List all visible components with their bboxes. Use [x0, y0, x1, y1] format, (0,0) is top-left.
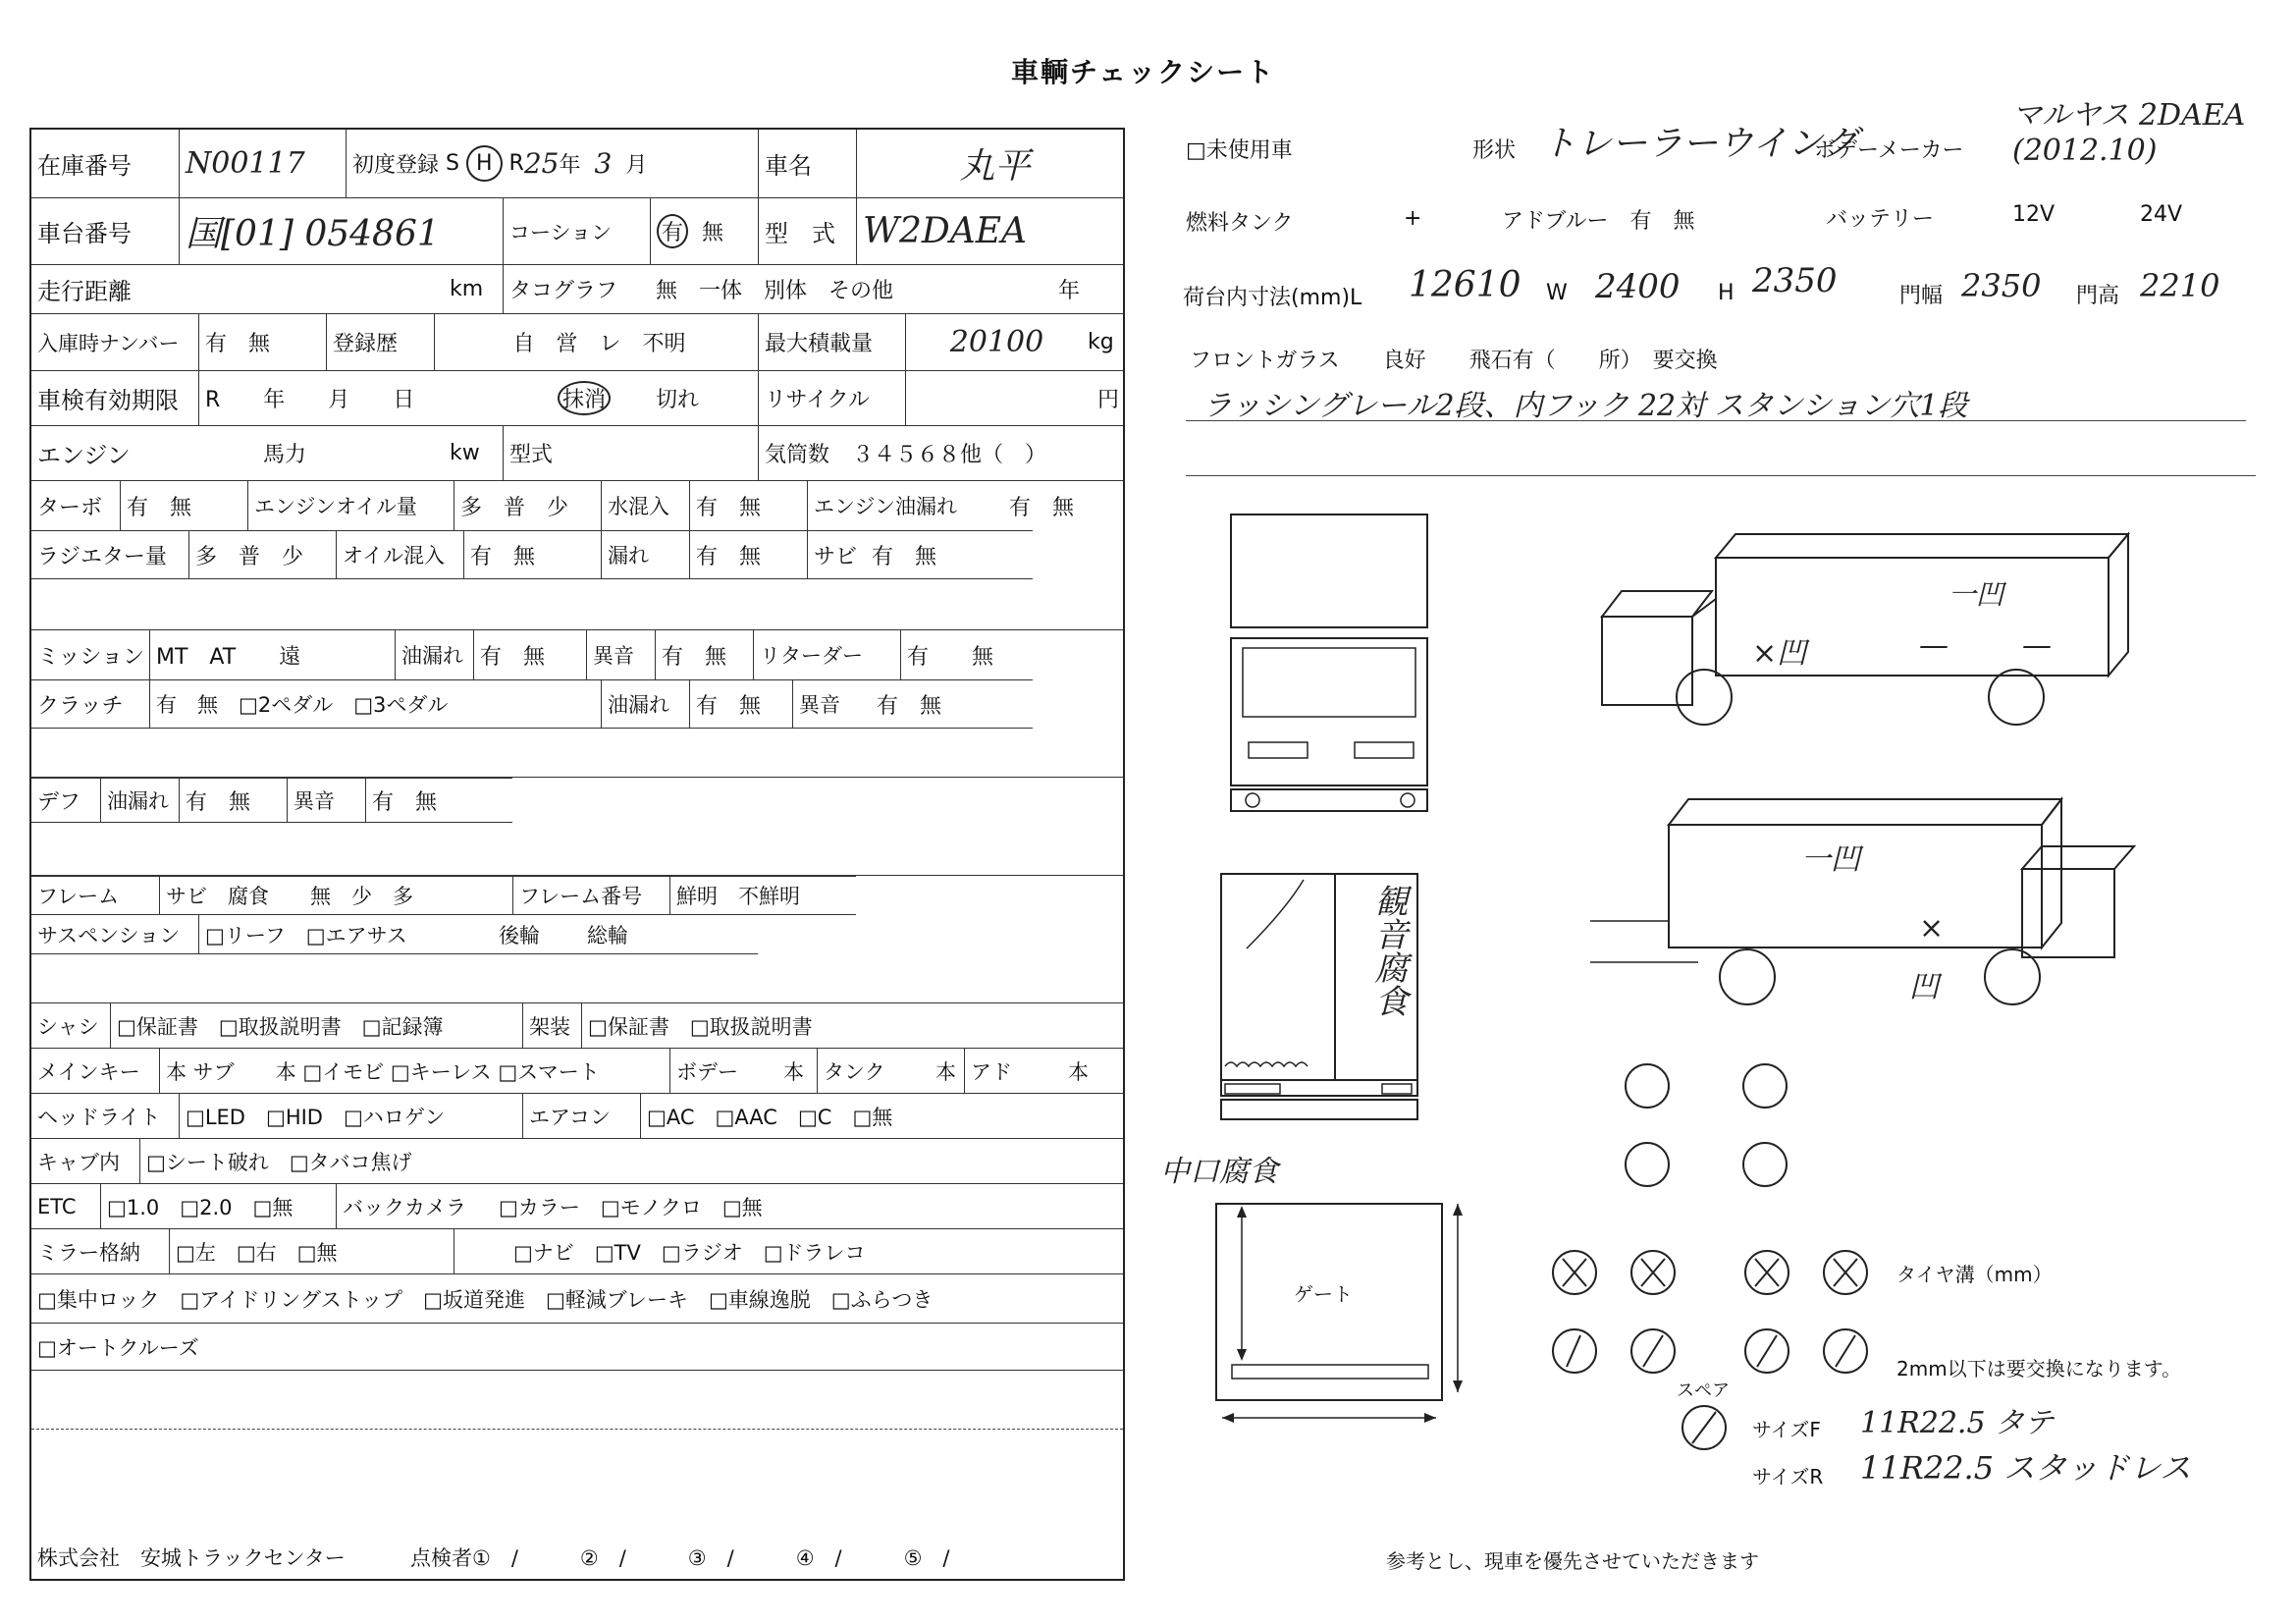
oil-amount-opts: 多 普 少: [454, 481, 601, 530]
cargo-W-value: 2400: [1595, 267, 1681, 306]
month-unit: 月: [625, 153, 648, 178]
key-label: メインキー: [37, 1059, 140, 1084]
tire-depth-label: タイヤ溝（mm）: [1896, 1263, 2053, 1286]
c-noise-opts: 有 無: [877, 693, 942, 719]
row-mirror: [31, 1229, 1123, 1274]
battery-12v: 12V: [2012, 202, 2056, 227]
tacho-opts: 無 一体 別体 その他: [656, 279, 894, 303]
ac-opts: □AC □AAC □C □無: [640, 1094, 1127, 1138]
docs-label: シャシ: [37, 1014, 99, 1039]
clutch-label: クラッチ: [37, 693, 124, 719]
cargo-L-value: 12610: [1409, 265, 1522, 305]
door-width-label: 門幅: [1899, 284, 1944, 308]
blank-row-4: [31, 954, 1123, 1003]
frame-label: フレーム: [37, 885, 120, 908]
row-mileage: [31, 265, 1123, 314]
damage-mark-5: 一凹: [1801, 842, 1860, 877]
tank-key-unit: 本: [935, 1059, 956, 1084]
row-etc: [31, 1184, 1123, 1229]
hp-label: 馬力: [263, 443, 307, 467]
windshield-line: フロントガラス 良好 飛石有（ 所） 要交換: [1190, 349, 1718, 373]
km-unit: km: [450, 277, 484, 301]
cargo-note: ラッシングレール2段、内フック 22対 スタンション穴1段: [1202, 389, 1968, 423]
susp-label: サスペンション: [37, 923, 181, 947]
tacho-year: 年: [1058, 279, 1081, 303]
etc-opts: □1.0 □2.0 □無: [100, 1184, 336, 1228]
coating-label: コーション: [503, 198, 650, 264]
max-load-label: 最大積載量: [758, 314, 905, 370]
row-clutch: [31, 679, 1033, 729]
note-underline-2: [1186, 475, 2256, 476]
docs-opts: □保証書 □取扱説明書 □記録簿: [110, 1003, 522, 1048]
row-footer: [31, 1534, 1123, 1581]
coating-no: 無: [702, 221, 724, 245]
tank-key-label: タンク: [817, 1049, 925, 1093]
chassis-value: 国[01] 054861: [179, 198, 503, 264]
blank-row-5: [31, 1371, 1123, 1430]
check-form: [29, 128, 1125, 1581]
mirror-opts: □左 □右 □無: [169, 1229, 454, 1273]
d-noise-opts: 有 無: [365, 779, 512, 822]
body-docs-opts: □保証書 □取扱説明書: [581, 1003, 1127, 1048]
options-list: □集中ロック □アイドリングストップ □坂道発進 □軽減ブレーキ □車線逸脱 □ふらつき: [37, 1287, 934, 1312]
body-maker-label: ボデーメーカー: [1814, 138, 1964, 163]
size-f-value: 11R22.5 タテ: [1860, 1406, 2055, 1440]
diff-label: デフ: [37, 789, 81, 815]
tire-circle: [1743, 1143, 1787, 1186]
cargo-label: 荷台内寸法(mm)L: [1183, 286, 1362, 310]
damage-mark-1: 一凹: [1949, 578, 2004, 611]
turbo-opts: 有 無: [120, 481, 247, 530]
mission-opts: MT AT 遠: [149, 630, 395, 679]
stock-no-value: N00117: [179, 130, 346, 197]
engine-type-label: 型式: [503, 426, 758, 480]
tire-circle: [1626, 1143, 1669, 1186]
model-label: 型 式: [758, 198, 856, 264]
m-noise-label: 異音: [586, 630, 655, 679]
radiator-label: ラジエター量: [37, 544, 168, 569]
tacho-label: タコグラフ: [503, 265, 640, 313]
frame-opts: サビ 腐食 無 少 多: [159, 877, 512, 914]
shape-value: トレーラーウイング: [1541, 124, 1858, 164]
light-opts: □LED □HID □ハロゲン: [179, 1094, 522, 1138]
row-susp: [31, 915, 758, 954]
leak-opts: 有 無: [689, 531, 807, 578]
coating-opts: [650, 198, 758, 264]
row-frame: [31, 876, 856, 915]
rear-damage-note: 観音腐食: [1368, 884, 1408, 1017]
size-f-label: サイズF: [1752, 1418, 1821, 1441]
coating-yes: 有: [657, 214, 688, 248]
engine-label: エンジン: [37, 442, 131, 469]
m-noise-opts: 有 無: [655, 630, 753, 679]
size-r-value: 11R22.5 スタッドレス: [1860, 1449, 2192, 1487]
row-diff: [31, 778, 512, 823]
size-r-label: サイズR: [1752, 1465, 1824, 1489]
ad-key-unit: 本: [1068, 1059, 1089, 1084]
camera-opts: □カラー □モノクロ □無: [499, 1195, 763, 1219]
car-name-label: 車名: [758, 130, 856, 197]
door-width-value: 2350: [1961, 267, 2042, 304]
rust-opts: 有 無: [872, 544, 937, 569]
battery-24v: 24V: [2140, 202, 2183, 227]
cargo-H-value: 2350: [1752, 261, 1838, 300]
rust-label: サビ: [807, 531, 866, 578]
damage-mark-6: ×: [1919, 911, 1945, 946]
radiator-opts: 多 普 少: [188, 531, 336, 578]
clutch-opts: 有 無 □2ペダル □3ペダル: [149, 680, 571, 728]
cab-label: キャブ内: [37, 1150, 120, 1174]
sheet-title: 車輌チェックシート: [1011, 56, 1276, 88]
row-engine: [31, 426, 1123, 481]
susp-all: 総輪: [587, 923, 628, 947]
damage-mark-2: ×凹: [1752, 636, 1807, 671]
reg-history-opts: 自 営 レ 不明: [434, 314, 758, 370]
first-reg-label: 初度登録: [352, 153, 440, 178]
footer-note: 参考とし、現車を優先させていただきます: [1386, 1549, 1759, 1573]
tire-circle: [1626, 1064, 1669, 1108]
row-cab: [31, 1139, 1123, 1184]
era-h-circled: H: [466, 145, 503, 182]
truck-side-view-left: [1598, 501, 2187, 727]
body-docs-label: 架装: [522, 1003, 581, 1048]
susp-opts: □リーフ □エアサス: [198, 915, 493, 953]
truck-side-view-right: [1590, 776, 2199, 1011]
inspector-line: 点検者① / ② / ③ / ④ / ⑤ /: [410, 1546, 950, 1570]
fuel-plus: +: [1404, 206, 1422, 231]
mirror-label: ミラー格納: [37, 1240, 140, 1265]
note-underline-1: [1186, 420, 2246, 421]
entry-plate-label: 入庫時ナンバー: [37, 331, 180, 355]
retarder-label: リターダー: [753, 630, 900, 679]
cyl-label: 気筒数: [758, 426, 846, 480]
light-label: ヘッドライト: [37, 1105, 161, 1129]
cargo-H-label: H: [1718, 281, 1735, 305]
reg-history-label: 登録歴: [326, 314, 434, 370]
row-cruise: [31, 1324, 1123, 1371]
eng-oil-leak-opts: 有 無: [1009, 495, 1075, 520]
chassis-label: 車台番号: [37, 220, 132, 247]
kw-unit: kw: [450, 441, 480, 465]
ac-label: エアコン: [522, 1094, 640, 1138]
gate-diagram: [1212, 1200, 1477, 1445]
tire-circle: [1743, 1064, 1787, 1108]
era-s: S: [446, 151, 459, 176]
m-leak-opts: 有 無: [473, 630, 586, 679]
stock-no-label: 在庫番号: [37, 152, 132, 180]
row-entry: [31, 314, 1123, 371]
water-mix-opts: 有 無: [689, 481, 807, 530]
row-radiator: [31, 530, 1033, 579]
inspection-label: 車検有効期限: [37, 387, 179, 414]
mileage-label: 走行距離: [37, 278, 132, 305]
leak-label: 漏れ: [601, 531, 689, 578]
car-name-value: 丸平: [856, 130, 1127, 197]
tire-replace-note: 2mm以下は要交換になります。: [1896, 1357, 2182, 1380]
body-maker-value: マルヤス 2DAEA (2012.10): [2012, 98, 2246, 168]
d-leak-label: 油漏れ: [100, 779, 179, 822]
blank-row-1: [31, 579, 1123, 630]
d-noise-label: 異音: [287, 779, 365, 822]
first-reg: [346, 130, 787, 197]
oil-amount-label: エンジンオイル量: [247, 481, 454, 530]
unused-checkbox: □未使用車: [1186, 138, 1293, 163]
yen-unit: 円: [905, 371, 1127, 425]
water-mix-label: 水混入: [601, 481, 689, 530]
first-reg-month: 3: [594, 147, 613, 180]
tire-diagram: [1610, 1051, 1944, 1453]
blank-row-3: [31, 823, 1123, 876]
battery-label: バッテリー: [1826, 207, 1935, 232]
year-unit: 年: [559, 153, 581, 178]
inspection-status: [552, 371, 630, 425]
company-name: 株式会社 安城トラックセンター: [37, 1546, 346, 1570]
cab-opts: □シート破れ □タバコ焦げ: [139, 1139, 1127, 1183]
cargo-W-label: W: [1546, 281, 1568, 305]
entry-plate-opts: 有 無: [198, 314, 326, 370]
fuel-tank-label: 燃料タンク: [1186, 211, 1294, 236]
blank-row-6: [31, 1430, 1123, 1528]
frame-no-opts: 鮮明 不鮮明: [669, 877, 856, 914]
damage-mark-4: —: [2022, 628, 2052, 663]
shape-label: 形状: [1472, 138, 1517, 163]
adblue-opts: アドブルー 有 無: [1502, 209, 1695, 234]
inspection-fields: R 年 月 日: [198, 371, 552, 425]
key-opts: 本 サブ 本 □イモビ □キーレス □スマート: [159, 1049, 669, 1093]
row-options: [31, 1274, 1123, 1324]
c-leak-label: 油漏れ: [601, 680, 689, 728]
door-height-value: 2210: [2140, 267, 2220, 304]
row-inspection: [31, 371, 1123, 426]
row-chassis: [31, 198, 1123, 265]
turbo-label: ターボ: [37, 495, 103, 520]
nav-opts: □ナビ □TV □ラジオ □ドラレコ: [454, 1229, 1127, 1273]
row-docs: [31, 1003, 1123, 1049]
inspection-status-circled: 抹消: [558, 381, 611, 415]
row-mission: [31, 630, 1123, 679]
max-load-value: 20100: [905, 314, 1082, 370]
camera-label: バックカメラ: [336, 1184, 493, 1228]
truck-front-view: [1227, 511, 1443, 815]
oil-mix-opts: 有 無: [463, 531, 601, 578]
oil-mix-label: オイル混入: [336, 531, 463, 578]
etc-label: ETC: [37, 1194, 77, 1218]
cyl-opts: ３４５６８他（ ）: [852, 443, 1047, 467]
row-key: [31, 1049, 1123, 1094]
side-damage-note: 中口腐食: [1160, 1155, 1278, 1189]
kg-unit: kg: [1088, 330, 1114, 354]
retarder-opts: 有 無: [900, 630, 1033, 679]
row-light: [31, 1094, 1123, 1139]
damage-mark-7: 凹: [1909, 970, 1939, 1004]
mission-label: ミッション: [37, 644, 145, 670]
row-stock: [31, 130, 1123, 198]
recycle-label: リサイクル: [758, 371, 905, 425]
d-leak-opts: 有 無: [179, 779, 287, 822]
frame-no-label: フレーム番号: [512, 877, 669, 914]
spare-label: スペア: [1677, 1380, 1730, 1401]
era-r: R: [508, 151, 524, 176]
c-leak-opts: 有 無: [689, 680, 792, 728]
susp-rear: 後輪: [499, 923, 540, 947]
gate-label: ゲート: [1294, 1282, 1353, 1306]
c-noise-label: 異音: [792, 680, 871, 728]
model-value: W2DAEA: [856, 198, 1127, 264]
m-leak-label: 油漏れ: [395, 630, 473, 679]
body-key-unit: 本: [783, 1059, 804, 1084]
inspection-expired: 切れ: [656, 388, 700, 412]
body-key-label: ボデー: [669, 1049, 777, 1093]
damage-mark-3: —: [1919, 628, 1949, 663]
blank-row-2: [31, 729, 1123, 778]
row-turbo: [31, 481, 1123, 530]
cruise-opt: □オートクルーズ: [37, 1335, 199, 1360]
ad-key-label: アド: [964, 1049, 1062, 1093]
first-reg-year: 25: [523, 147, 560, 180]
eng-oil-leak-label: エンジン油漏れ: [807, 481, 1003, 530]
door-height-label: 門高: [2076, 284, 2120, 308]
